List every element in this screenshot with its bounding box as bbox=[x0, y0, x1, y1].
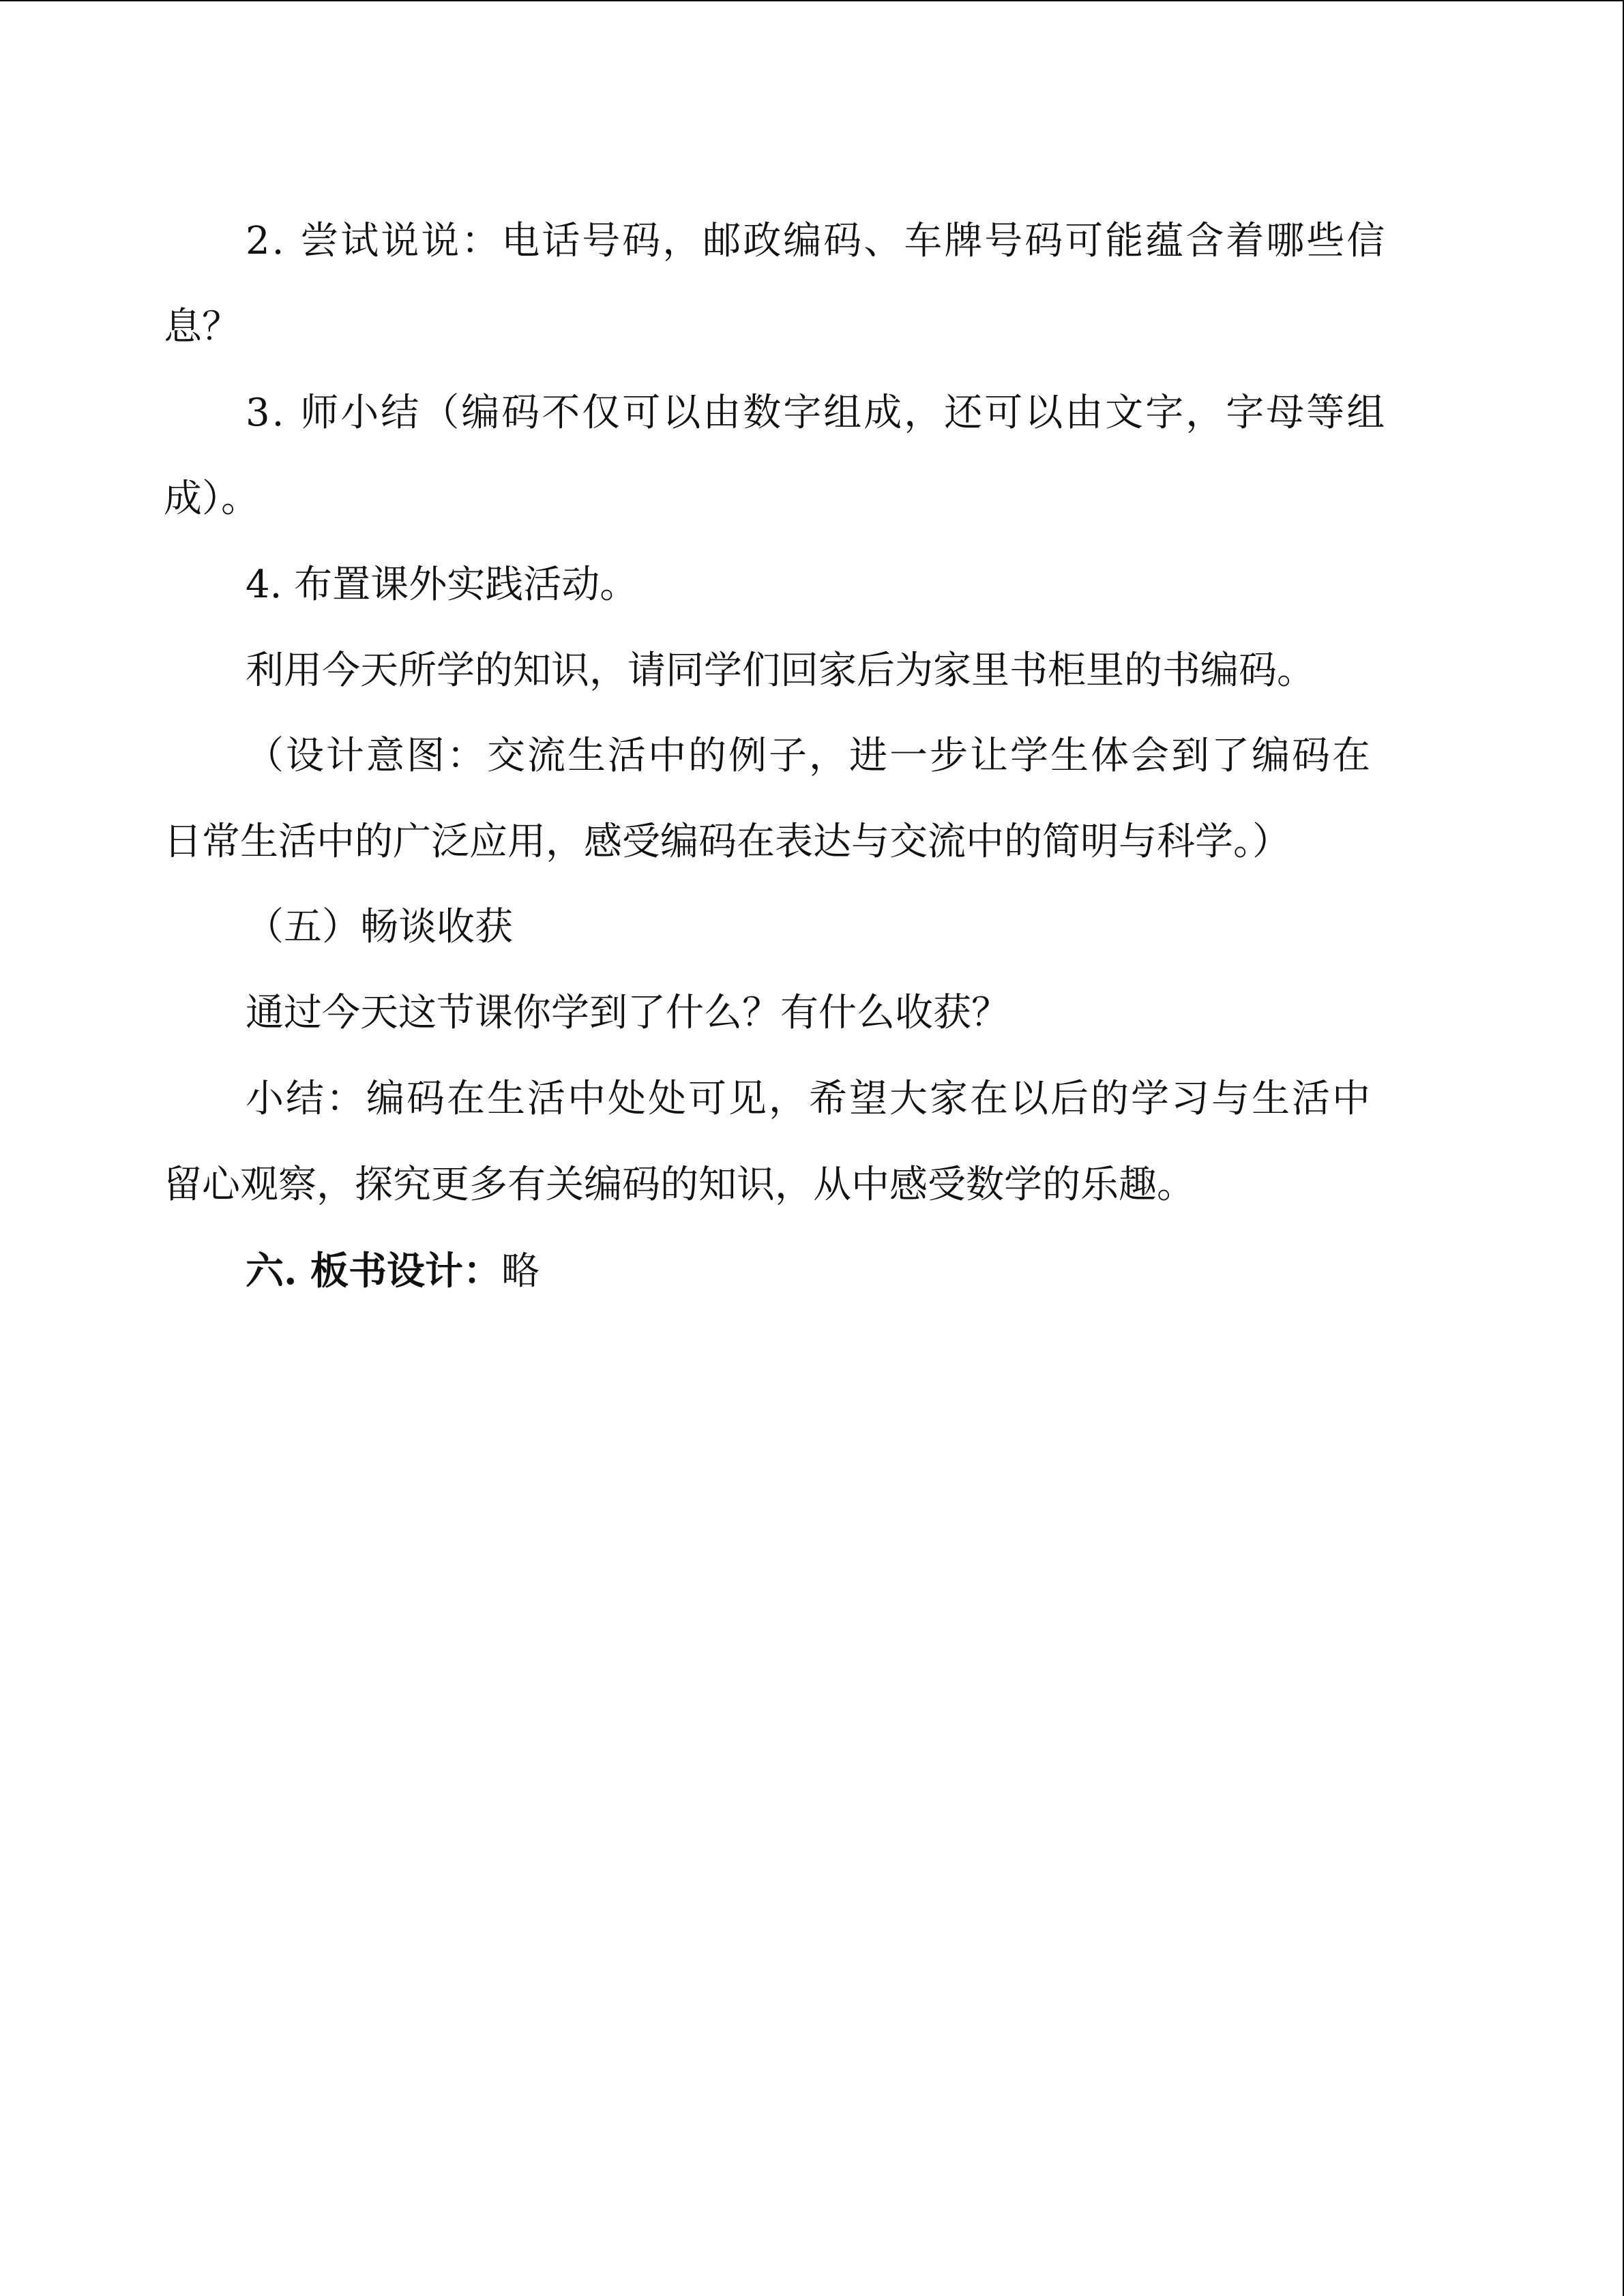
paragraph-line: （设计意图：交流生活中的例子，进一步让学生体会到了编码在 bbox=[246, 734, 1372, 778]
paragraph-line: 留心观察，探究更多有关编码的知识，从中感受数学的乐趣。 bbox=[164, 1163, 1195, 1207]
section-heading-six-value: 略 bbox=[501, 1249, 540, 1294]
paragraph-line: 2. 尝试说说：电话号码，邮政编码、车牌号码可能蕴含着哪些信 bbox=[246, 219, 1387, 263]
paragraph-line: 4. 布置课外实践活动。 bbox=[246, 563, 638, 607]
paragraph-line: 成）。 bbox=[164, 477, 259, 521]
paragraph-line: 日常生活中的广泛应用，感受编码在表达与交流中的简明与科学。） bbox=[164, 820, 1290, 864]
paragraph-line: 息？ bbox=[164, 305, 240, 349]
paragraph-line: 小结：编码在生活中处处可见，希望大家在以后的学习与生活中 bbox=[246, 1077, 1372, 1121]
paragraph-line: 3. 师小结（编码不仅可以由数字组成，还可以由文字，字母等组 bbox=[246, 391, 1387, 435]
section-heading-five: （五）畅谈收获 bbox=[246, 905, 513, 949]
section-heading-six bbox=[246, 1244, 540, 1298]
paragraph-line: 通过今天这节课你学到了什么？有什么收获？ bbox=[246, 991, 1009, 1035]
paragraph-line: 利用今天所学的知识，请同学们回家后为家里书柜里的书编码。 bbox=[246, 648, 1315, 693]
section-heading-six-label: 六. 板书设计： bbox=[246, 1249, 501, 1294]
